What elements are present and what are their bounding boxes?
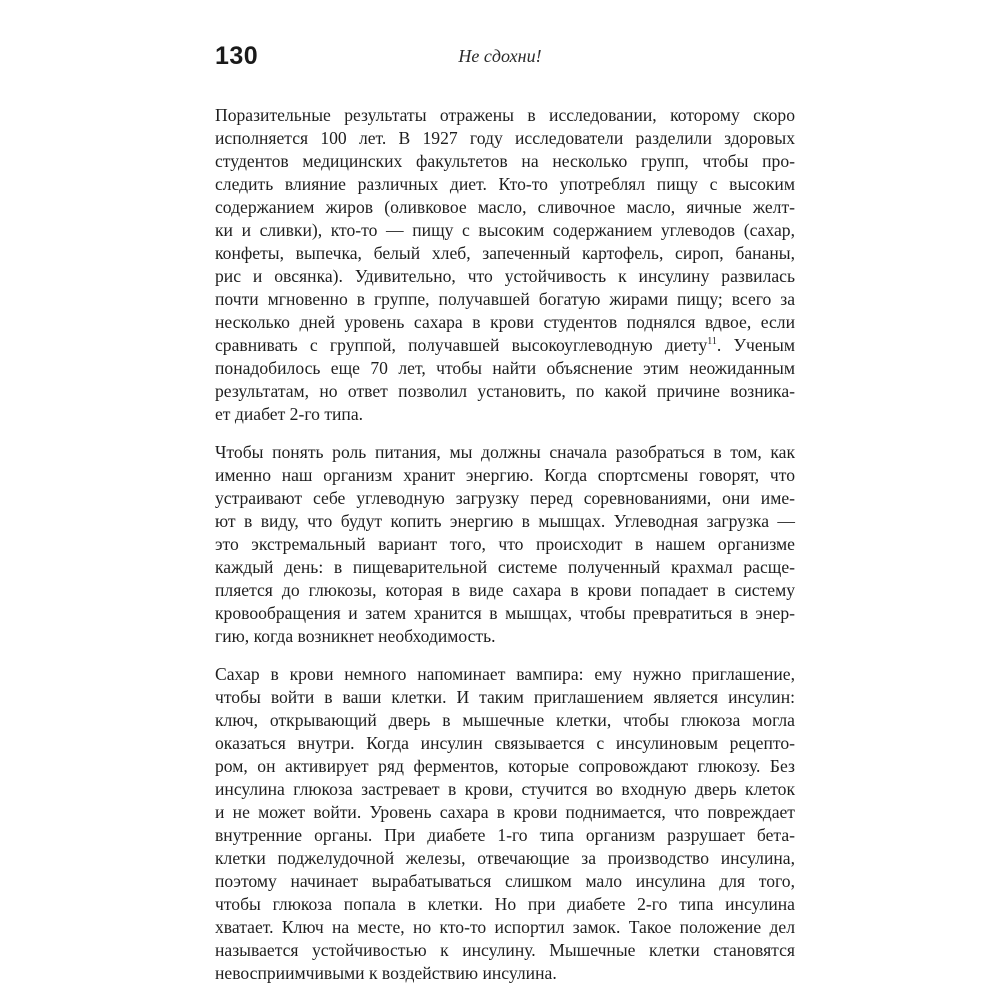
text-line: оказаться внутри. Когда инсулин связывается с инсулиновым рецепто- <box>215 733 795 753</box>
text-line: рис и овсянка). Удивительно, что устойчивость к инсулину развилась <box>215 266 795 286</box>
text-line: инсулина глюкоза застревает в крови, стучится во входную дверь клеток <box>215 779 795 799</box>
text-line: поэтому начинает вырабатываться слишком мало инсулина для того, <box>215 871 795 891</box>
text-line: это экстремальный вариант того, что происходит в нашем организме <box>215 534 795 554</box>
text-line: кровообращения и затем хранится в мышцах, чтобы превратиться в энер- <box>215 603 795 623</box>
text-line: именно наш организм хранит энергию. Когда спортсмены говорят, что <box>215 465 795 485</box>
text-line: чтобы глюкоза попала в клетки. Но при диабете 2-го типа инсулина <box>215 894 795 914</box>
text-line: и не может войти. Уровень сахара в крови поднимается, что повреждает <box>215 802 795 822</box>
footnote-reference: 11 <box>707 336 717 348</box>
text-line: Поразительные результаты отражены в исследовании, которому скоро <box>215 105 795 125</box>
text-line: устраивают себе углеводную загрузку перед соревнованиями, они име- <box>215 488 795 508</box>
text-line: ет диабет 2-го типа. <box>215 404 364 424</box>
text-line: пляется до глюкозы, которая в виде сахара в крови попадает в систему <box>215 580 795 600</box>
text-line: называется устойчивостью к инсулину. Мышечные клетки становятся <box>215 940 795 960</box>
text-segment: . Ученым <box>716 335 796 355</box>
text-line: почти мгновенно в группе, получавшей богатую жирами пищу; всего за <box>215 289 795 309</box>
text-line: ют в виду, что будут копить энергию в мышцах. Углеводная загрузка — <box>215 511 795 531</box>
text-line-with-footnote <box>215 334 795 357</box>
text-line: результатам, но ответ позволил установить, по какой причине возника- <box>215 381 795 401</box>
page-number: 130 <box>215 42 259 70</box>
text-line: понадобилось еще 70 лет, чтобы найти объяснение этим неожиданным <box>215 358 795 378</box>
paragraph-2 <box>215 441 795 648</box>
text-line: гию, когда возникнет необходимость. <box>215 626 496 646</box>
text-line: исполняется 100 лет. В 1927 году исследователи разделили здоровых <box>215 128 795 148</box>
running-title: Не сдохни! <box>458 46 542 66</box>
text-line: ки и сливки), кто-то — пищу с высоким содержанием углеводов (сахар, <box>215 220 795 240</box>
text-line: Чтобы понять роль питания, мы должны сначала разобраться в том, как <box>215 442 795 462</box>
text-line: следить влияние различных диет. Кто-то употреблял пищу с высоким <box>215 174 795 194</box>
text-line: конфеты, выпечка, белый хлеб, запеченный картофель, сироп, бананы, <box>215 243 795 263</box>
text-line: клетки поджелудочной железы, отвечающие за производство инсулина, <box>215 848 795 868</box>
text-line: внутренние органы. При диабете 1-го типа организм разрушает бета- <box>215 825 795 845</box>
text-line: содержанием жиров (оливковое масло, сливочное масло, яичные желт- <box>215 197 795 217</box>
text-line: ключ, открывающий дверь в мышечные клетки, чтобы глюкоза могла <box>215 710 795 730</box>
text-line: чтобы войти в ваши клетки. И таким приглашением является инсулин: <box>215 687 795 707</box>
text-line: ром, он активирует ряд ферментов, которые сопровождают глюкозу. Без <box>215 756 795 776</box>
text-line: Сахар в крови немного напоминает вампира: ему нужно приглашение, <box>215 664 795 684</box>
text-line: студентов медицинских факультетов на несколько групп, чтобы про- <box>215 151 795 171</box>
paragraph-1 <box>215 104 795 426</box>
text-line: невосприимчивыми к воздействию инсулина. <box>215 963 557 983</box>
paragraph-3 <box>215 663 795 985</box>
text-segment: сравнивать с группой, получавшей высокоуглеводную диету <box>215 335 708 355</box>
text-line: каждый день: в пищеварительной системе полученный крахмал расще- <box>215 557 795 577</box>
body-text <box>215 104 795 1000</box>
text-line: несколько дней уровень сахара в крови студентов поднялся вдвое, если <box>215 312 795 332</box>
text-line: хватает. Ключ на месте, но кто-то испортил замок. Такое положение дел <box>215 917 795 937</box>
